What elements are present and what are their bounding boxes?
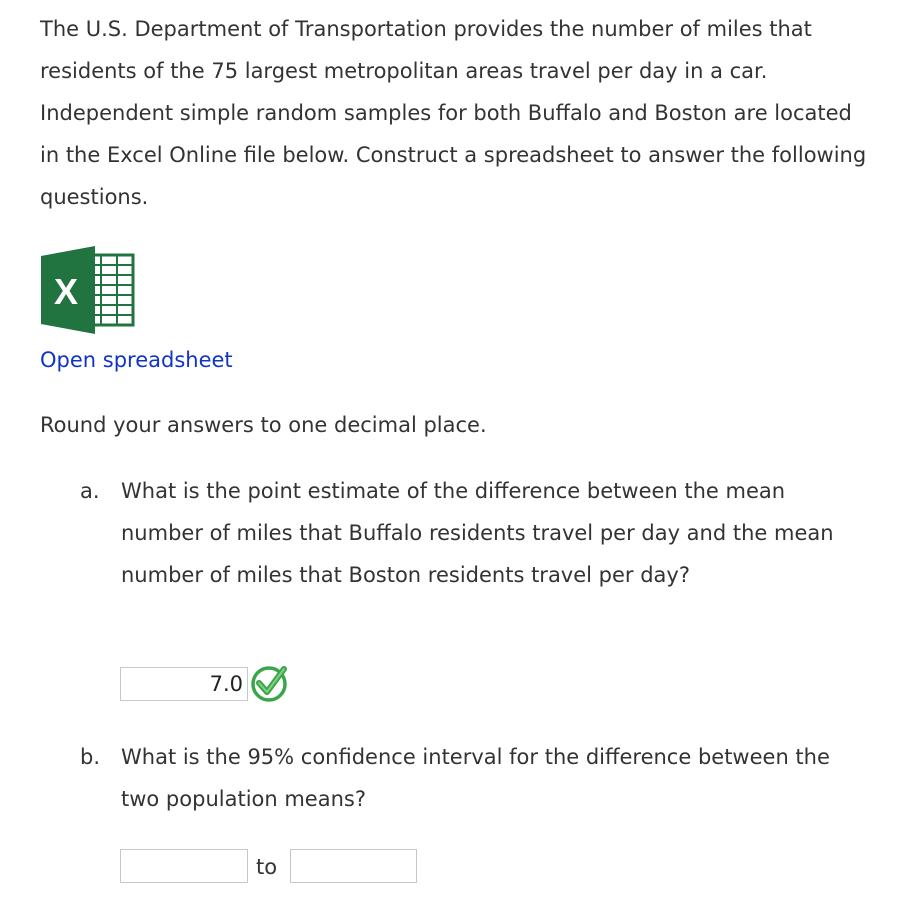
problem-intro: The U.S. Department of Transportation provides the number of miles that residents of the 75 largest metropolitan areas travel per day in a car. Independent simple random samples for both Buffalo and Boston are located in the Excel Online file below. Construct a spreadsheet to answer the following questions. bbox=[40, 17, 867, 209]
rounding-instruction: Round your answers to one decimal place. bbox=[40, 413, 487, 437]
check-correct-icon bbox=[250, 665, 290, 703]
interval-separator: to bbox=[256, 855, 278, 879]
answer-a-input[interactable] bbox=[120, 667, 248, 701]
excel-icon-letter: X bbox=[53, 271, 79, 312]
question-a-text: What is the point estimate of the difference between the mean number of miles that Buffalo residents travel per day and the mean number of miles that Boston residents travel per day? bbox=[121, 479, 834, 587]
open-spreadsheet-link[interactable]: Open spreadsheet bbox=[40, 348, 233, 372]
question-b bbox=[80, 736, 860, 820]
question-b-text: What is the 95% confidence interval for the difference between the two population means? bbox=[121, 745, 830, 811]
question-a bbox=[80, 470, 860, 596]
question-a-marker: a. bbox=[80, 479, 100, 503]
excel-icon[interactable] bbox=[41, 246, 135, 334]
answer-b-upper-input[interactable] bbox=[290, 849, 417, 883]
answer-b-lower-input[interactable] bbox=[120, 849, 248, 883]
question-b-marker: b. bbox=[80, 745, 101, 769]
